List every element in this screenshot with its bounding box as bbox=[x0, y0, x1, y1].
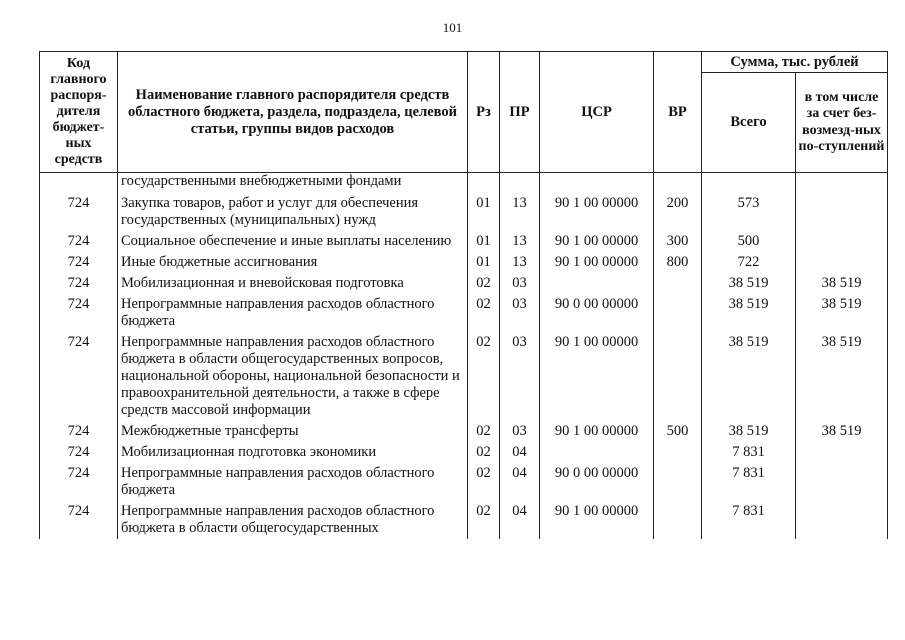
table-body bbox=[40, 173, 888, 540]
cell-vr bbox=[654, 273, 702, 294]
cell-csr: 90 1 00 00000 bbox=[540, 421, 654, 442]
cell-extra bbox=[796, 252, 888, 273]
cell-rz: 02 bbox=[468, 442, 500, 463]
cell-pr: 04 bbox=[500, 442, 540, 463]
table-row bbox=[40, 294, 888, 332]
cell-rz: 02 bbox=[468, 463, 500, 501]
cell-total: 38 519 bbox=[702, 273, 796, 294]
cell-pr: 13 bbox=[500, 193, 540, 231]
cell-rz: 02 bbox=[468, 421, 500, 442]
cell-csr: 90 1 00 00000 bbox=[540, 231, 654, 252]
cell-code: 724 bbox=[40, 463, 118, 501]
cell-vr bbox=[654, 442, 702, 463]
cell-name: Непрограммные направления расходов областного бюджета bbox=[118, 294, 468, 332]
cell-total: 573 bbox=[702, 193, 796, 231]
cell-csr bbox=[540, 273, 654, 294]
cell-name: Мобилизационная подготовка экономики bbox=[118, 442, 468, 463]
header-sum-group: Сумма, тыс. рублей bbox=[702, 52, 888, 73]
header-extra: в том числе за счет без-возмезд-ных по-ступлений bbox=[796, 73, 888, 173]
cell-code: 724 bbox=[40, 421, 118, 442]
cell-name: Мобилизационная и вневойсковая подготовка bbox=[118, 273, 468, 294]
cell-rz: 01 bbox=[468, 252, 500, 273]
cell-extra bbox=[796, 231, 888, 252]
cell-pr: 13 bbox=[500, 231, 540, 252]
table-row bbox=[40, 231, 888, 252]
table-row bbox=[40, 252, 888, 273]
cell-name: Межбюджетные трансферты bbox=[118, 421, 468, 442]
table-row bbox=[40, 332, 888, 421]
cell-pr: 03 bbox=[500, 332, 540, 421]
cell-csr: 90 1 00 00000 bbox=[540, 252, 654, 273]
cell-code: 724 bbox=[40, 294, 118, 332]
cell-total: 500 bbox=[702, 231, 796, 252]
cell-rz: 02 bbox=[468, 501, 500, 539]
cell-vr bbox=[654, 294, 702, 332]
cell-total: 38 519 bbox=[702, 421, 796, 442]
continuation-row bbox=[40, 173, 888, 194]
cell-extra: 38 519 bbox=[796, 421, 888, 442]
cell-total: 7 831 bbox=[702, 442, 796, 463]
cell-pr: 04 bbox=[500, 501, 540, 539]
cell-code: 724 bbox=[40, 501, 118, 539]
cell-total: 38 519 bbox=[702, 332, 796, 421]
cell-rz: 01 bbox=[468, 231, 500, 252]
table-row bbox=[40, 501, 888, 539]
cell-total: 38 519 bbox=[702, 294, 796, 332]
cell-extra: 38 519 bbox=[796, 332, 888, 421]
cell-csr bbox=[540, 442, 654, 463]
cell-code: 724 bbox=[40, 273, 118, 294]
cell-extra bbox=[796, 442, 888, 463]
cell-csr: 90 0 00 00000 bbox=[540, 463, 654, 501]
cell-rz: 02 bbox=[468, 332, 500, 421]
cell-pr: 04 bbox=[500, 463, 540, 501]
header-code: Код главного распоря-дителя бюджет-ных средств bbox=[40, 52, 118, 173]
cell-code: 724 bbox=[40, 332, 118, 421]
cell-extra bbox=[796, 193, 888, 231]
header-vr: ВР bbox=[654, 52, 702, 173]
cell-code: 724 bbox=[40, 231, 118, 252]
cell-vr: 300 bbox=[654, 231, 702, 252]
cell-total: 7 831 bbox=[702, 501, 796, 539]
table-row bbox=[40, 442, 888, 463]
cell-extra: 38 519 bbox=[796, 294, 888, 332]
cell-rz: 02 bbox=[468, 294, 500, 332]
cell-code: 724 bbox=[40, 252, 118, 273]
header-csr: ЦСР bbox=[540, 52, 654, 173]
cell-csr: 90 1 00 00000 bbox=[540, 501, 654, 539]
cell-csr: 90 0 00 00000 bbox=[540, 294, 654, 332]
cell-vr bbox=[654, 463, 702, 501]
cell-name: Непрограммные направления расходов областного бюджета bbox=[118, 463, 468, 501]
budget-table bbox=[39, 51, 888, 539]
cell-rz: 01 bbox=[468, 193, 500, 231]
table-row bbox=[40, 193, 888, 231]
cell-pr: 03 bbox=[500, 294, 540, 332]
page-number: 101 bbox=[442, 20, 463, 35]
cell-name: Иные бюджетные ассигнования bbox=[118, 252, 468, 273]
cell-code: 724 bbox=[40, 193, 118, 231]
cell-rz: 02 bbox=[468, 273, 500, 294]
header-pr: ПР bbox=[500, 52, 540, 173]
cell-pr: 03 bbox=[500, 273, 540, 294]
cell-name: Социальное обеспечение и иные выплаты населению bbox=[118, 231, 468, 252]
cell-code: 724 bbox=[40, 442, 118, 463]
cell-extra bbox=[796, 501, 888, 539]
cell-pr: 03 bbox=[500, 421, 540, 442]
header-rz: Рз bbox=[468, 52, 500, 173]
table-row bbox=[40, 463, 888, 501]
cell-vr bbox=[654, 332, 702, 421]
header-total: Всего bbox=[702, 73, 796, 173]
cell-name: Закупка товаров, работ и услуг для обеспечения государственных (муниципальных) нужд bbox=[118, 193, 468, 231]
cell-vr bbox=[654, 501, 702, 539]
cell-csr: 90 1 00 00000 bbox=[540, 193, 654, 231]
cell-name: Непрограммные направления расходов областного бюджета в области общегосударственных вопросов, национальной обороны, национальной безопасности и правоохранительной деятельности, а также в сфере средств массовой информации bbox=[118, 332, 468, 421]
table-row bbox=[40, 421, 888, 442]
cell-extra bbox=[796, 463, 888, 501]
cell-name: Непрограммные направления расходов областного бюджета в области общегосударственных bbox=[118, 501, 468, 539]
cell-vr: 500 bbox=[654, 421, 702, 442]
cell-vr: 200 bbox=[654, 193, 702, 231]
table-row bbox=[40, 273, 888, 294]
cell-vr: 800 bbox=[654, 252, 702, 273]
cell-pr: 13 bbox=[500, 252, 540, 273]
cell-total: 7 831 bbox=[702, 463, 796, 501]
cell-csr: 90 1 00 00000 bbox=[540, 332, 654, 421]
header-name: Наименование главного распорядителя средств областного бюджета, раздела, подраздела, целевой статьи, группы видов расходов bbox=[118, 52, 468, 173]
continuation-text: государственными внебюджетными фондами bbox=[118, 173, 468, 194]
cell-extra: 38 519 bbox=[796, 273, 888, 294]
cell-total: 722 bbox=[702, 252, 796, 273]
